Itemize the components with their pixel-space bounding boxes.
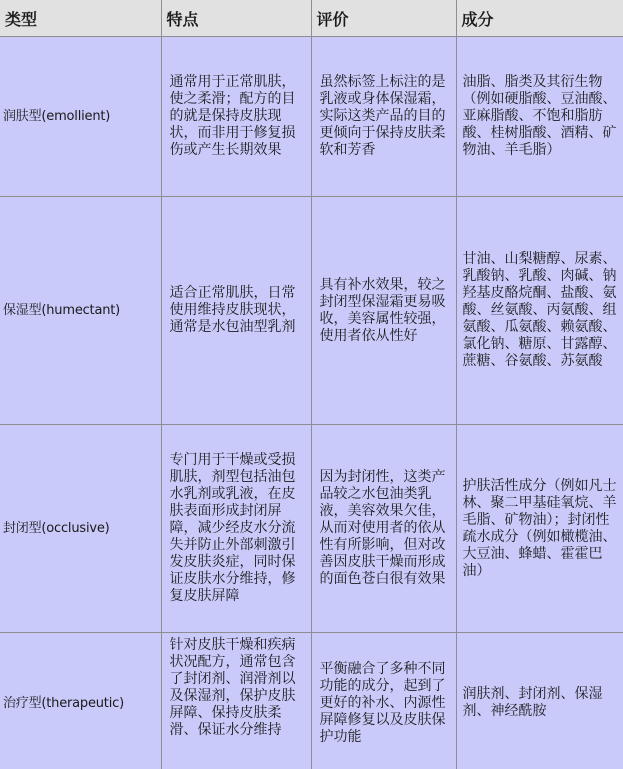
type-cell: 封闭型(occlusive) bbox=[0, 425, 161, 633]
composition-cell: 甘油、山梨糖醇、尿素、乳酸钠、乳酸、肉碱、钠羟基皮酪烷酮、盐酸、氨酸、丝氨酸、丙氨酸、组氨酸、瓜氨酸、赖氨酸、氯化钠、糖原、甘露醇、蔗糖、谷氨酸、苏氨酸 bbox=[456, 197, 623, 425]
type-cell: 润肤型(emollient) bbox=[0, 37, 161, 197]
composition-cell: 润肤剂、封闭剂、保湿剂、神经酰胺 bbox=[456, 633, 623, 769]
feature-cell: 通常用于正常肌肤，使之柔滑；配方的目的就是保持皮肤现状，而非用于修复损伤或产生长期效果 bbox=[161, 37, 311, 197]
feature-cell: 专门用于干燥或受损肌肤，剂型包括油包水乳剂或乳液，在皮肤表面形成封闭屏障，减少经皮水分流失并防止外部刺激引发皮肤炎症，同时保证皮肤水分维持，修复皮肤屏障 bbox=[161, 425, 311, 633]
table-row bbox=[0, 633, 623, 769]
header-evaluation: 评价 bbox=[311, 0, 456, 37]
table-row bbox=[0, 197, 623, 425]
table-row bbox=[0, 425, 623, 633]
header-row bbox=[0, 0, 623, 37]
table-row bbox=[0, 37, 623, 197]
evaluation-cell: 因为封闭性，这类产品较之水包油类乳液，美容效果欠佳，从而对使用者的依从性有所影响，但对改善因皮肤干燥而形成的面色苍白很有效果 bbox=[311, 425, 456, 633]
evaluation-cell: 具有补水效果，较之封闭型保湿霜更易吸收，美容属性较强，使用者依从性好 bbox=[311, 197, 456, 425]
feature-cell: 针对皮肤干燥和疾病状况配方，通常包含了封闭剂、润滑剂以及保湿剂，保护皮肤屏障、保持皮肤柔滑、保证水分维持 bbox=[161, 633, 311, 769]
evaluation-cell: 平衡融合了多种不同功能的成分，起到了更好的补水、内源性屏障修复以及皮肤保护功能 bbox=[311, 633, 456, 769]
table-body bbox=[0, 37, 623, 769]
feature-cell: 适合正常肌肤，日常使用维持皮肤现状，通常是水包油型乳剂 bbox=[161, 197, 311, 425]
type-cell: 保湿型(humectant) bbox=[0, 197, 161, 425]
type-cell: 治疗型(therapeutic) bbox=[0, 633, 161, 769]
table-header bbox=[0, 0, 623, 37]
header-type: 类型 bbox=[0, 0, 161, 37]
evaluation-cell: 虽然标签上标注的是乳液或身体保湿霜，实际这类产品的目的更倾向于保持皮肤柔软和芳香 bbox=[311, 37, 456, 197]
header-composition: 成分 bbox=[456, 0, 623, 37]
composition-cell: 护肤活性成分（例如凡士林、聚二甲基硅氧烷、羊毛脂、矿物油）；封闭性疏水成分（例如橄榄油、大豆油、蜂蜡、霍霍巴油） bbox=[456, 425, 623, 633]
composition-cell: 油脂、脂类及其衍生物（例如硬脂酸、豆油酸、亚麻脂酸、不饱和脂肪酸、桂树脂酸、酒精、矿物油、羊毛脂） bbox=[456, 37, 623, 197]
header-feature: 特点 bbox=[161, 0, 311, 37]
